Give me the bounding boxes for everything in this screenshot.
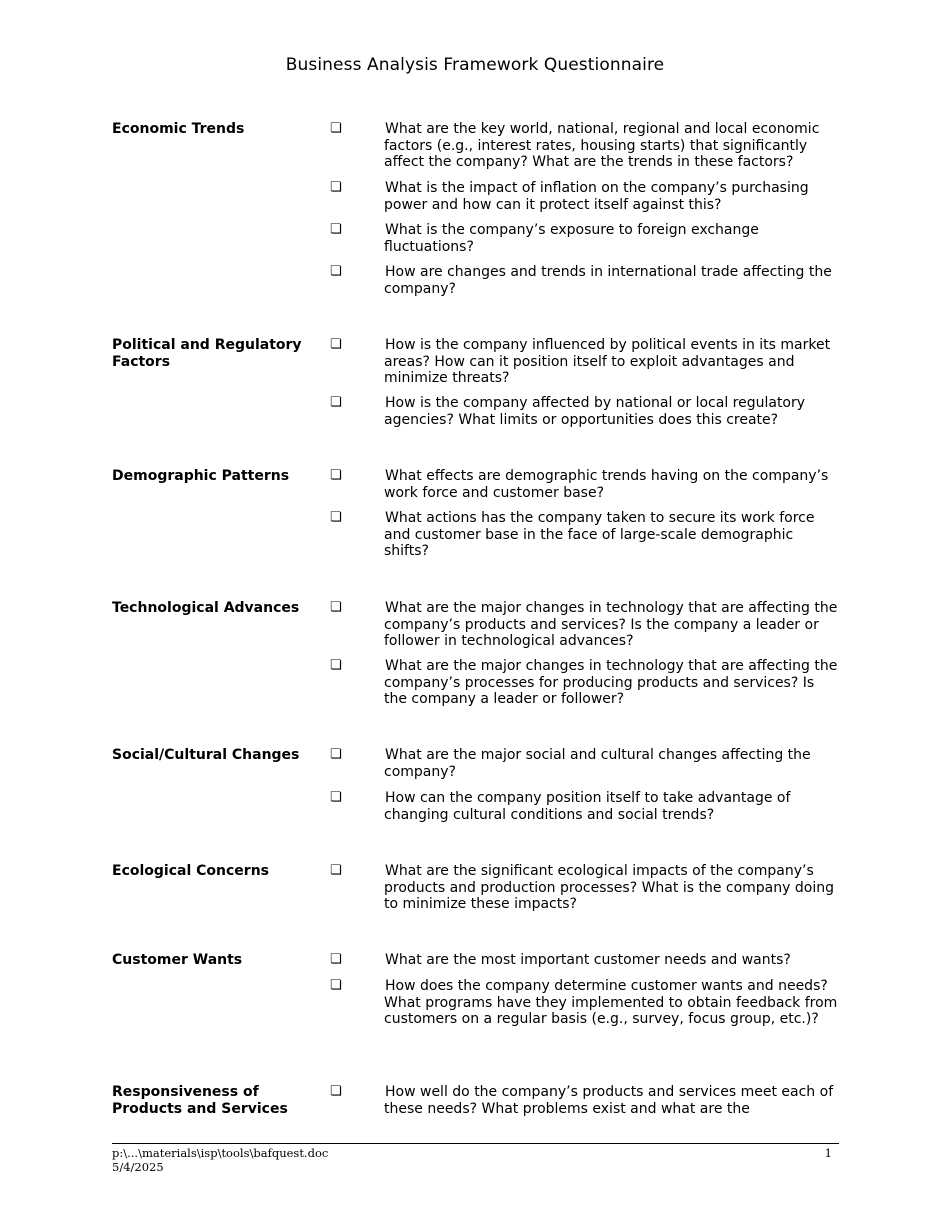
question-text: How is the company influenced by political events in its market areas? How can it position itself to exploit advantages and minimize threats? (384, 337, 831, 386)
checkbox-icon: ❏ (330, 747, 342, 762)
document-title: Business Analysis Framework Questionnaire (285, 55, 665, 75)
question-text: What are the significant ecological impacts of the company’s products and production processes? What is the company doing to minimize these impacts? (384, 863, 834, 912)
question-text: What are the key world, national, regional and local economic factors (e.g., interest rates, housing starts) that significantly affect the company? What are the trends in these factors? (384, 121, 820, 170)
section-heading: Customer Wants (112, 952, 243, 968)
section-heading: Social/Cultural Changes (112, 747, 300, 763)
question-text: What are the major changes in technology that are affecting the company’s processes for producing products and services? Is the company a leader or follower? (384, 658, 838, 707)
question-text: What is the impact of inflation on the company’s purchasing power and how can it protect itself against this? (384, 180, 809, 213)
checkbox-icon: ❏ (330, 978, 342, 993)
question-text: What effects are demographic trends having on the company’s work force and customer base? (384, 468, 829, 501)
footer-rule (112, 1143, 839, 1144)
section-heading: Political and Regulatory Factors (112, 337, 302, 370)
question-text: What are the major social and cultural changes affecting the company? (384, 747, 811, 780)
checkbox-icon: ❏ (330, 222, 342, 237)
section-heading: Economic Trends (112, 121, 245, 137)
question-text: How are changes and trends in international trade affecting the company? (384, 264, 832, 297)
checkbox-icon: ❏ (330, 600, 342, 615)
checkbox-icon: ❏ (330, 1084, 342, 1099)
checkbox-icon: ❏ (330, 180, 342, 195)
checkbox-icon: ❏ (330, 121, 342, 136)
question-text: What is the company’s exposure to foreign exchange fluctuations? (384, 222, 759, 255)
checkbox-icon: ❏ (330, 790, 342, 805)
section-heading: Responsiveness of Products and Services (112, 1084, 288, 1117)
section-heading: Demographic Patterns (112, 468, 290, 484)
checkbox-icon: ❏ (330, 395, 342, 410)
checkbox-icon: ❏ (330, 658, 342, 673)
question-text: How can the company position itself to take advantage of changing cultural conditions and social trends? (384, 790, 791, 823)
section-heading: Ecological Concerns (112, 863, 269, 879)
footer-file-path: p:\...\materials\isp\tools\bafquest.doc (112, 1146, 329, 1160)
question-text: How does the company determine customer wants and needs? What programs have they implemented to obtain feedback from customers on a regular basis (e.g., survey, focus group, etc.)? (384, 978, 838, 1027)
checkbox-icon: ❏ (330, 337, 342, 352)
question-text: What are the most important customer needs and wants? (385, 952, 791, 968)
question-text: What are the major changes in technology that are affecting the company’s products and services? Is the company a leader or follower in technological advances? (384, 600, 838, 649)
checkbox-icon: ❏ (330, 510, 342, 525)
footer-page-number: 1 (824, 1146, 832, 1160)
footer-date: 5/4/2025 (112, 1160, 164, 1174)
checkbox-icon: ❏ (330, 952, 342, 967)
checkbox-icon: ❏ (330, 863, 342, 878)
section-heading: Technological Advances (112, 600, 300, 616)
question-text: What actions has the company taken to secure its work force and customer base in the face of large-scale demographic shifts? (384, 510, 815, 559)
question-text: How is the company affected by national or local regulatory agencies? What limits or opportunities does this create? (384, 395, 806, 428)
question-text: How well do the company’s products and services meet each of these needs? What problems exist and what are the (384, 1084, 834, 1117)
checkbox-icon: ❏ (330, 468, 342, 483)
checkbox-icon: ❏ (330, 264, 342, 279)
